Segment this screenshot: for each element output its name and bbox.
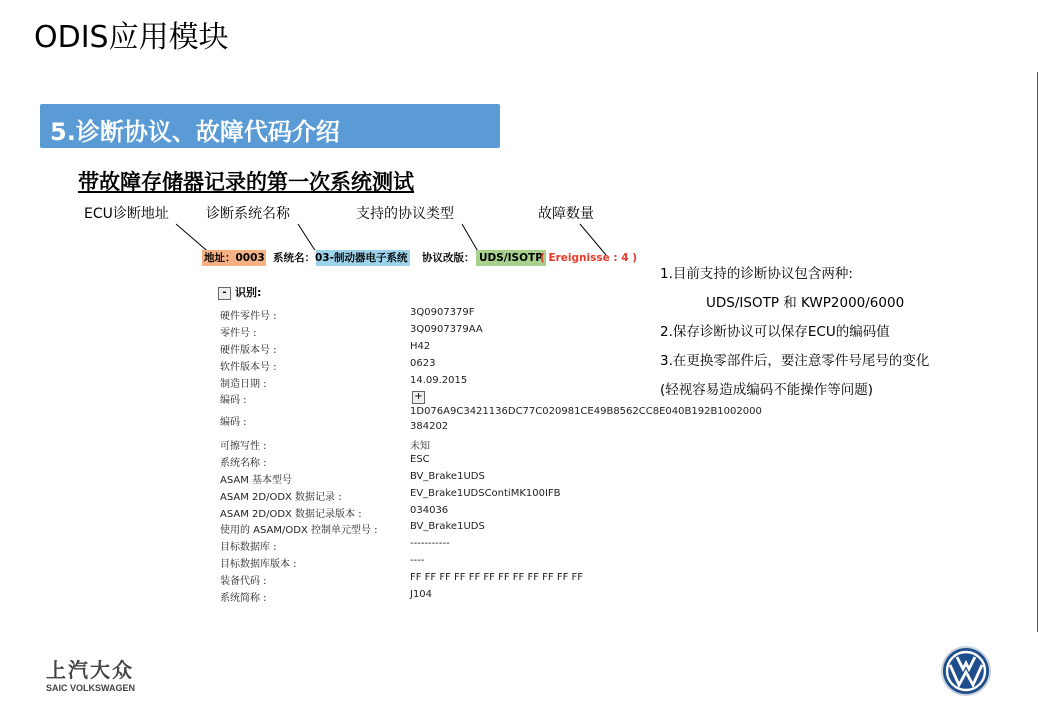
identification-title: 识别:	[235, 286, 262, 299]
ident-value: FF FF FF FF FF FF FF FF FF FF FF FF	[410, 572, 584, 583]
ident-label: 零件号 :	[220, 328, 257, 339]
slide-title: ODIS应用模块	[34, 20, 229, 55]
note-line: 1.目前支持的诊断协议包含两种:	[660, 266, 853, 282]
ident-value: 034036	[410, 505, 449, 516]
ident-label: 系统名称 :	[220, 458, 267, 469]
ident-value: BV_Brake1UDS	[410, 521, 485, 532]
ident-value: 0623	[410, 358, 436, 369]
ident-value: 14.09.2015	[410, 375, 468, 386]
ecu-system-name: 系统名：03-制动器电子系统	[270, 250, 410, 266]
saic-vw-logo	[46, 654, 156, 693]
vw-logo-icon	[940, 645, 992, 697]
ident-label: 目标数据库版本 :	[220, 559, 297, 570]
ident-value: -----------	[410, 538, 450, 549]
ident-value: EV_Brake1UDSContiMK100IFB	[410, 488, 561, 499]
ident-label: 硬件版本号 :	[220, 345, 277, 356]
expand-coding-button[interactable]: +	[412, 391, 425, 404]
brand-cn: 上汽大众	[46, 658, 134, 682]
callout-fault-count: 故障数量	[538, 206, 594, 222]
ident-label: 装备代码 :	[220, 576, 267, 587]
ident-value: 3Q0907379AA	[410, 324, 483, 335]
callout-system-name: 诊断系统名称	[206, 206, 290, 222]
ident-label: 使用的 ASAM/ODX 控制单元型号 :	[220, 525, 378, 536]
ident-label: 可擦写性 :	[220, 441, 267, 452]
ident-value: ----	[410, 555, 425, 566]
ident-label: 制造日期 :	[220, 379, 267, 390]
note-line: 3.在更换零部件后，要注意零件号尾号的变化	[660, 353, 930, 369]
brand-en: SAIC VOLKSWAGEN	[46, 683, 136, 693]
note-line: (轻视容易造成编码不能操作等问题)	[660, 382, 874, 398]
section-title: 5.诊断协议、故障代码介绍	[50, 118, 340, 146]
ident-value: 384202	[410, 421, 449, 432]
ident-label: 编码 :	[220, 395, 247, 406]
ident-label: 编码 :	[220, 417, 247, 428]
protocol-value: UDS/ISOTP	[476, 250, 546, 266]
ident-label: ASAM 基本型号	[220, 475, 293, 486]
protocol-label: 协议改版：	[422, 252, 475, 264]
ident-value: ESC	[410, 454, 430, 465]
note-line: UDS/ISOTP 和 KWP2000/6000	[706, 295, 905, 311]
ident-value: BV_Brake1UDS	[410, 471, 485, 482]
ident-value: 未知	[410, 441, 430, 452]
ident-label: 目标数据库 :	[220, 542, 277, 553]
ident-value: H42	[410, 341, 431, 352]
ident-label: ASAM 2D/ODX 数据记录版本 :	[220, 509, 362, 520]
fault-events: ( Ereignisse : 4 )	[540, 252, 638, 264]
ident-label: ASAM 2D/ODX 数据记录 :	[220, 492, 342, 503]
ident-value: 1D076A9C3421136DC77C020981CE49B8562CC8E040B192B1002000	[410, 406, 762, 417]
ecu-address: 地址：0003	[204, 252, 265, 264]
note-line: 2.保存诊断协议可以保存ECU的编码值	[660, 324, 890, 340]
ident-label: 软件版本号 :	[220, 362, 277, 373]
ident-label: 系统简称 :	[220, 593, 267, 604]
callout-protocol-type: 支持的协议类型	[356, 206, 454, 222]
ident-value: J104	[410, 589, 433, 600]
subtitle: 带故障存储器记录的第一次系统测试	[78, 169, 414, 194]
identification-header	[218, 284, 261, 300]
ident-value: 3Q0907379F	[410, 307, 475, 318]
collapse-toggle[interactable]: -	[218, 287, 231, 300]
callout-ecu-address: ECU诊断地址	[84, 206, 169, 222]
ident-label: 硬件零件号 :	[220, 311, 277, 322]
